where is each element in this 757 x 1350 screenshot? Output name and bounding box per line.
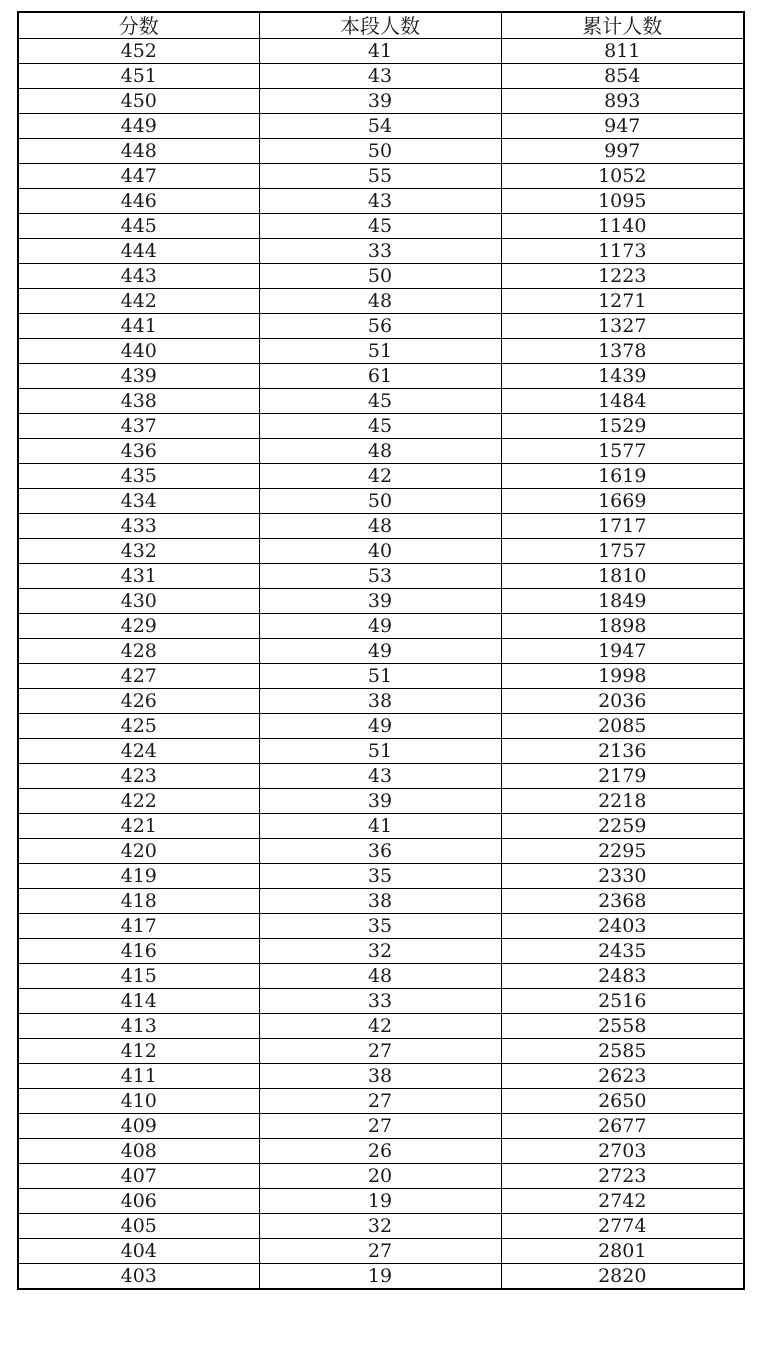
cell-score: 407 (18, 1164, 259, 1189)
cell-score: 449 (18, 114, 259, 139)
header-score: 分数 (18, 12, 259, 39)
table-row (18, 39, 744, 64)
cell-segment-count: 50 (259, 139, 501, 164)
cell-score: 432 (18, 539, 259, 564)
cell-segment-count: 19 (259, 1264, 501, 1290)
cell-score: 404 (18, 1239, 259, 1264)
cell-cumulative-count: 1998 (501, 664, 744, 689)
cell-segment-count: 20 (259, 1164, 501, 1189)
cell-segment-count: 53 (259, 564, 501, 589)
cell-score: 425 (18, 714, 259, 739)
cell-segment-count: 26 (259, 1139, 501, 1164)
table-row (18, 114, 744, 139)
cell-segment-count: 27 (259, 1089, 501, 1114)
cell-segment-count: 41 (259, 39, 501, 64)
cell-segment-count: 38 (259, 1064, 501, 1089)
cell-score: 406 (18, 1189, 259, 1214)
cell-cumulative-count: 893 (501, 89, 744, 114)
cell-cumulative-count: 1669 (501, 489, 744, 514)
table-row (18, 839, 744, 864)
table-row (18, 789, 744, 814)
cell-cumulative-count: 2403 (501, 914, 744, 939)
cell-segment-count: 38 (259, 689, 501, 714)
table-row (18, 814, 744, 839)
table-row (18, 1239, 744, 1264)
cell-segment-count: 42 (259, 464, 501, 489)
cell-score: 442 (18, 289, 259, 314)
cell-score: 413 (18, 1014, 259, 1039)
cell-cumulative-count: 1439 (501, 364, 744, 389)
cell-cumulative-count: 2330 (501, 864, 744, 889)
cell-cumulative-count: 854 (501, 64, 744, 89)
table-row (18, 189, 744, 214)
table-row (18, 1214, 744, 1239)
cell-cumulative-count: 1810 (501, 564, 744, 589)
cell-score: 426 (18, 689, 259, 714)
table-row (18, 1064, 744, 1089)
cell-score: 414 (18, 989, 259, 1014)
table-row (18, 389, 744, 414)
cell-segment-count: 39 (259, 89, 501, 114)
cell-cumulative-count: 2774 (501, 1214, 744, 1239)
cell-segment-count: 48 (259, 964, 501, 989)
cell-score: 452 (18, 39, 259, 64)
cell-score: 408 (18, 1139, 259, 1164)
cell-cumulative-count: 997 (501, 139, 744, 164)
table-row (18, 1189, 744, 1214)
cell-cumulative-count: 1484 (501, 389, 744, 414)
table-row (18, 414, 744, 439)
table-row (18, 589, 744, 614)
table-row (18, 439, 744, 464)
cell-score: 445 (18, 214, 259, 239)
cell-score: 448 (18, 139, 259, 164)
cell-cumulative-count: 2820 (501, 1264, 744, 1290)
cell-cumulative-count: 1849 (501, 589, 744, 614)
cell-cumulative-count: 1052 (501, 164, 744, 189)
table-row (18, 514, 744, 539)
cell-cumulative-count: 1947 (501, 639, 744, 664)
cell-segment-count: 49 (259, 639, 501, 664)
table-row (18, 1264, 744, 1290)
cell-segment-count: 50 (259, 264, 501, 289)
cell-segment-count: 45 (259, 214, 501, 239)
cell-score: 437 (18, 414, 259, 439)
cell-cumulative-count: 2585 (501, 1039, 744, 1064)
cell-score: 422 (18, 789, 259, 814)
cell-segment-count: 50 (259, 489, 501, 514)
cell-cumulative-count: 2218 (501, 789, 744, 814)
cell-cumulative-count: 2801 (501, 1239, 744, 1264)
table-row (18, 364, 744, 389)
cell-cumulative-count: 2650 (501, 1089, 744, 1114)
header-segment-count: 本段人数 (259, 12, 501, 39)
table-row (18, 1039, 744, 1064)
cell-cumulative-count: 1095 (501, 189, 744, 214)
cell-cumulative-count: 1223 (501, 264, 744, 289)
cell-cumulative-count: 2703 (501, 1139, 744, 1164)
cell-score: 419 (18, 864, 259, 889)
cell-cumulative-count: 2368 (501, 889, 744, 914)
cell-score: 451 (18, 64, 259, 89)
cell-cumulative-count: 2623 (501, 1064, 744, 1089)
cell-segment-count: 43 (259, 189, 501, 214)
cell-score: 434 (18, 489, 259, 514)
cell-segment-count: 38 (259, 889, 501, 914)
cell-cumulative-count: 811 (501, 39, 744, 64)
table-row (18, 914, 744, 939)
table-row (18, 664, 744, 689)
cell-segment-count: 35 (259, 864, 501, 889)
cell-segment-count: 55 (259, 164, 501, 189)
cell-cumulative-count: 2516 (501, 989, 744, 1014)
table-row (18, 289, 744, 314)
cell-segment-count: 43 (259, 64, 501, 89)
table-header (18, 12, 744, 39)
cell-cumulative-count: 2259 (501, 814, 744, 839)
cell-score: 412 (18, 1039, 259, 1064)
cell-score: 431 (18, 564, 259, 589)
cell-cumulative-count: 2558 (501, 1014, 744, 1039)
table-row (18, 989, 744, 1014)
table-row (18, 539, 744, 564)
table-body (18, 39, 744, 1290)
cell-score: 443 (18, 264, 259, 289)
table-row (18, 214, 744, 239)
cell-score: 405 (18, 1214, 259, 1239)
cell-segment-count: 41 (259, 814, 501, 839)
cell-cumulative-count: 947 (501, 114, 744, 139)
cell-score: 428 (18, 639, 259, 664)
cell-segment-count: 45 (259, 414, 501, 439)
cell-score: 429 (18, 614, 259, 639)
table-row (18, 714, 744, 739)
table-row (18, 164, 744, 189)
cell-score: 416 (18, 939, 259, 964)
table-row (18, 639, 744, 664)
cell-segment-count: 45 (259, 389, 501, 414)
cell-segment-count: 48 (259, 289, 501, 314)
cell-segment-count: 39 (259, 589, 501, 614)
cell-cumulative-count: 2295 (501, 839, 744, 864)
cell-segment-count: 48 (259, 514, 501, 539)
cell-segment-count: 51 (259, 739, 501, 764)
cell-score: 450 (18, 89, 259, 114)
cell-score: 403 (18, 1264, 259, 1290)
cell-score: 433 (18, 514, 259, 539)
cell-segment-count: 51 (259, 664, 501, 689)
cell-cumulative-count: 1619 (501, 464, 744, 489)
cell-segment-count: 19 (259, 1189, 501, 1214)
cell-segment-count: 49 (259, 714, 501, 739)
score-distribution-table (17, 11, 745, 1290)
cell-cumulative-count: 2723 (501, 1164, 744, 1189)
cell-segment-count: 27 (259, 1114, 501, 1139)
cell-segment-count: 27 (259, 1239, 501, 1264)
cell-cumulative-count: 1378 (501, 339, 744, 364)
table-row (18, 314, 744, 339)
cell-score: 418 (18, 889, 259, 914)
cell-score: 444 (18, 239, 259, 264)
table-row (18, 1014, 744, 1039)
table-row (18, 1139, 744, 1164)
cell-cumulative-count: 2136 (501, 739, 744, 764)
table-row (18, 1164, 744, 1189)
cell-score: 421 (18, 814, 259, 839)
cell-score: 439 (18, 364, 259, 389)
cell-score: 436 (18, 439, 259, 464)
table-row (18, 139, 744, 164)
table-row (18, 864, 744, 889)
cell-segment-count: 51 (259, 339, 501, 364)
cell-segment-count: 33 (259, 239, 501, 264)
cell-cumulative-count: 2742 (501, 1189, 744, 1214)
table-row (18, 1089, 744, 1114)
cell-cumulative-count: 2435 (501, 939, 744, 964)
cell-cumulative-count: 1173 (501, 239, 744, 264)
cell-cumulative-count: 1757 (501, 539, 744, 564)
cell-score: 427 (18, 664, 259, 689)
table-row (18, 964, 744, 989)
cell-segment-count: 36 (259, 839, 501, 864)
cell-cumulative-count: 2036 (501, 689, 744, 714)
cell-cumulative-count: 2677 (501, 1114, 744, 1139)
cell-score: 411 (18, 1064, 259, 1089)
cell-segment-count: 42 (259, 1014, 501, 1039)
cell-cumulative-count: 1529 (501, 414, 744, 439)
cell-cumulative-count: 1140 (501, 214, 744, 239)
cell-score: 410 (18, 1089, 259, 1114)
cell-score: 409 (18, 1114, 259, 1139)
cell-segment-count: 32 (259, 1214, 501, 1239)
cell-score: 415 (18, 964, 259, 989)
table-row (18, 564, 744, 589)
cell-score: 446 (18, 189, 259, 214)
cell-cumulative-count: 2085 (501, 714, 744, 739)
table-row (18, 1114, 744, 1139)
cell-score: 440 (18, 339, 259, 364)
cell-segment-count: 32 (259, 939, 501, 964)
cell-score: 420 (18, 839, 259, 864)
cell-segment-count: 54 (259, 114, 501, 139)
cell-cumulative-count: 2179 (501, 764, 744, 789)
table-row (18, 264, 744, 289)
cell-segment-count: 49 (259, 614, 501, 639)
cell-score: 447 (18, 164, 259, 189)
table-row (18, 614, 744, 639)
table-row (18, 939, 744, 964)
cell-score: 424 (18, 739, 259, 764)
header-row (18, 12, 744, 39)
cell-cumulative-count: 1898 (501, 614, 744, 639)
table-row (18, 689, 744, 714)
table-row (18, 339, 744, 364)
table-row (18, 89, 744, 114)
table-row (18, 489, 744, 514)
cell-score: 438 (18, 389, 259, 414)
table-row (18, 64, 744, 89)
cell-segment-count: 35 (259, 914, 501, 939)
cell-segment-count: 61 (259, 364, 501, 389)
cell-cumulative-count: 1577 (501, 439, 744, 464)
table-row (18, 239, 744, 264)
cell-segment-count: 27 (259, 1039, 501, 1064)
cell-cumulative-count: 1717 (501, 514, 744, 539)
cell-segment-count: 33 (259, 989, 501, 1014)
cell-score: 417 (18, 914, 259, 939)
cell-segment-count: 56 (259, 314, 501, 339)
cell-score: 441 (18, 314, 259, 339)
cell-score: 423 (18, 764, 259, 789)
cell-cumulative-count: 1271 (501, 289, 744, 314)
cell-cumulative-count: 2483 (501, 964, 744, 989)
cell-segment-count: 43 (259, 764, 501, 789)
cell-score: 430 (18, 589, 259, 614)
table-row (18, 464, 744, 489)
header-cumulative-count: 累计人数 (501, 12, 744, 39)
table-row (18, 889, 744, 914)
cell-cumulative-count: 1327 (501, 314, 744, 339)
cell-segment-count: 48 (259, 439, 501, 464)
cell-segment-count: 39 (259, 789, 501, 814)
cell-score: 435 (18, 464, 259, 489)
cell-segment-count: 40 (259, 539, 501, 564)
table-row (18, 764, 744, 789)
table-row (18, 739, 744, 764)
